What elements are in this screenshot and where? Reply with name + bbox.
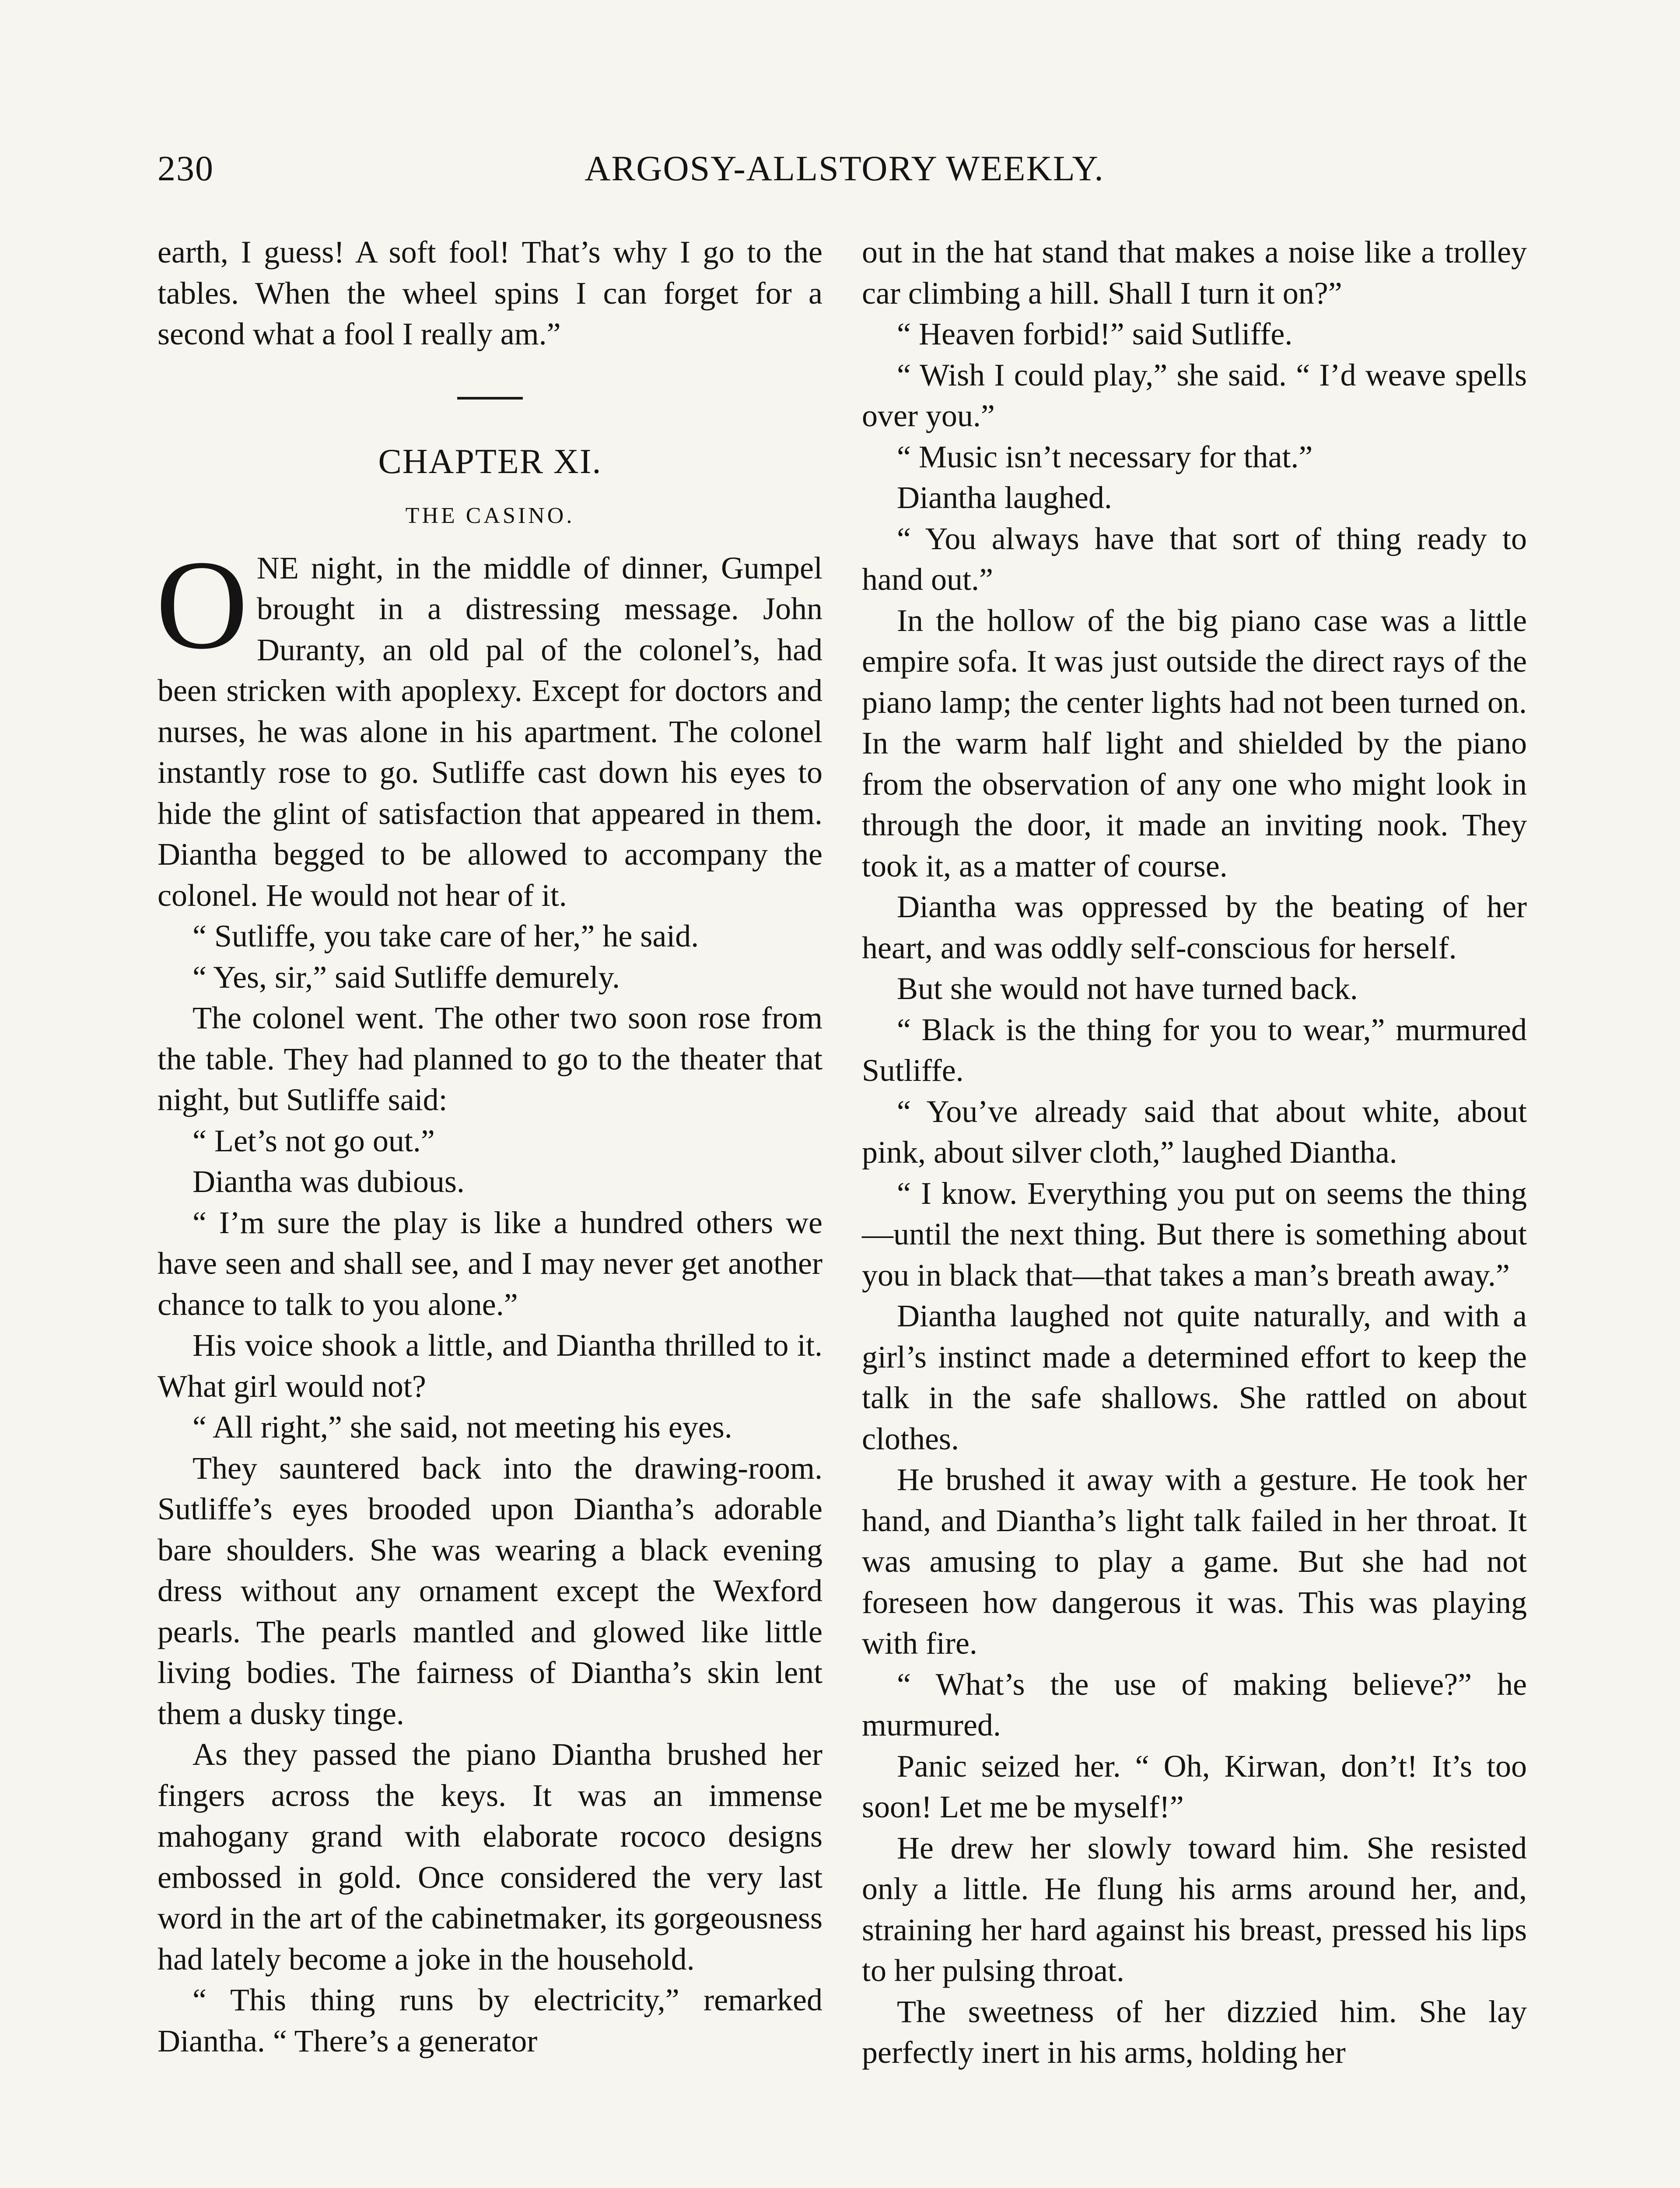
paragraph: Panic seized her. “ Oh, Kirwan, don’t! It’s too soon! Let me be myself!” [862,1748,1527,1824]
continued-paragraph: earth, I guess! A soft fool! That’s why I go to the tables. When the wheel spins I can forget for a second what a fool I really am.” [158,235,822,351]
paragraph: He brushed it away with a gesture. He took her hand, and Diantha’s light talk failed in her throat. It was amusing to play a game. But she had not foreseen how dangerous it was. This was playing with fire. [862,1462,1527,1661]
journal-title: ARGOSY-ALLSTORY WEEKLY. [584,148,1104,188]
paragraph: “ Yes, sir,” said Sutliffe demurely. [192,959,620,995]
right-column [862,232,1527,2073]
page-number: 230 [158,148,214,188]
paragraph: “ Black is the thing for you to wear,” murmured Sutliffe. [862,1012,1527,1088]
paragraph: “ You always have that sort of thing ready to hand out.” [862,521,1527,597]
paragraph: They sauntered back into the drawing-room. Sutliffe’s eyes brooded upon Diantha’s adorable bare shoulders. She was wearing a black evening dress without any ornament except the Wexford pearls. The pearls mantled and glowed like little living bodies. The fairness of Diantha’s skin lent them a dusky tinge. [158,1450,822,1731]
paragraph: “ This thing runs by electricity,” remarked Diantha. “ There’s a generator [158,1982,822,2058]
paragraph: Diantha was oppressed by the beating of her heart, and was oddly self-conscious for herself. [862,889,1527,965]
running-head [158,148,1531,196]
continued-paragraph: out in the hat stand that makes a noise like a trolley car climbing a hill. Shall I turn it on?” [862,235,1527,311]
chapter-subtitle: THE CASINO. [405,503,575,528]
paragraph: “ I’m sure the play is like a hundred others we have seen and shall see, and I may never get another chance to talk to you alone.” [158,1205,822,1322]
paragraph: “ Wish I could play,” she said. “ I’d weave spells over you.” [862,357,1527,433]
paragraph: “ Music isn’t necessary for that.” [897,439,1313,474]
paragraph: Diantha laughed not quite naturally, and with a girl’s instinct made a determined effort to keep the talk in the safe shallows. She rattled on about clothes. [862,1298,1527,1456]
paragraph: In the hollow of the big piano case was a little empire sofa. It was just outside the direct rays of the piano lamp; the center lights had not been turned on. In the warm half light and shielded by the piano from the observation of any one who might look in through the door, it made an inviting nook. They took it, as a matter of course. [862,603,1527,884]
paragraph: The colonel went. The other two soon rose from the table. They had planned to go to the theater that night, but Sutliffe said: [158,1000,822,1117]
chapter-opening-paragraph [156,534,822,916]
paragraph: “ Let’s not go out.” [192,1123,435,1158]
paragraph: “ You’ve already said that about white, about pink, about silver cloth,” laughed Diantha. [862,1094,1527,1170]
paragraph: Diantha laughed. [897,480,1112,515]
paragraph: The sweetness of her dizzied him. She lay perfectly inert in his arms, holding her [862,1994,1527,2070]
paragraph: But she would not have turned back. [897,971,1358,1006]
paragraph: “ I know. Everything you put on seems the thing—until the next thing. But there is something about you in black that—that takes a man’s breath away.” [862,1175,1527,1293]
paragraph: Diantha was dubious. [192,1164,465,1199]
paragraph: He drew her slowly toward him. She resisted only a little. He flung his arms around her, and, straining her hard against his breast, pressed his lips to her pulsing throat. [862,1830,1527,1988]
paragraph: “ What’s the use of making believe?” he murmured. [862,1666,1527,1743]
paragraph: His voice shook a little, and Diantha thrilled to it. What girl would not? [158,1328,822,1404]
paragraph: “ Sutliffe, you take care of her,” he said. [192,919,699,954]
paragraph-text: NE night, in the middle of dinner, Gumpel brought in a distressing message. John Duranty, an old pal of the colonel’s, had been stricken with apoplexy. Except for doctors and nurses, he was alone in his apartment. The colonel instantly rose to go. Sutliffe cast down his eyes to hide the glint of satisfaction that appeared in them. Diantha begged to be allowed to accompany the colonel. He would not hear of it. [158,550,822,913]
drop-cap: O [156,534,248,676]
paragraph: “ All right,” she said, not meeting his eyes. [192,1410,732,1445]
paragraph: “ Heaven forbid!” said Sutliffe. [897,316,1293,351]
section-divider [457,397,523,400]
paragraph: As they passed the piano Diantha brushed her fingers across the keys. It was an immense mahogany grand with elaborate rococo designs embossed in gold. Once considered the very last word in the art of the cabinetmaker, its gorgeousness had lately become a joke in the household. [158,1737,822,1977]
chapter-title: CHAPTER XI. [378,442,602,481]
left-column [158,232,822,2062]
